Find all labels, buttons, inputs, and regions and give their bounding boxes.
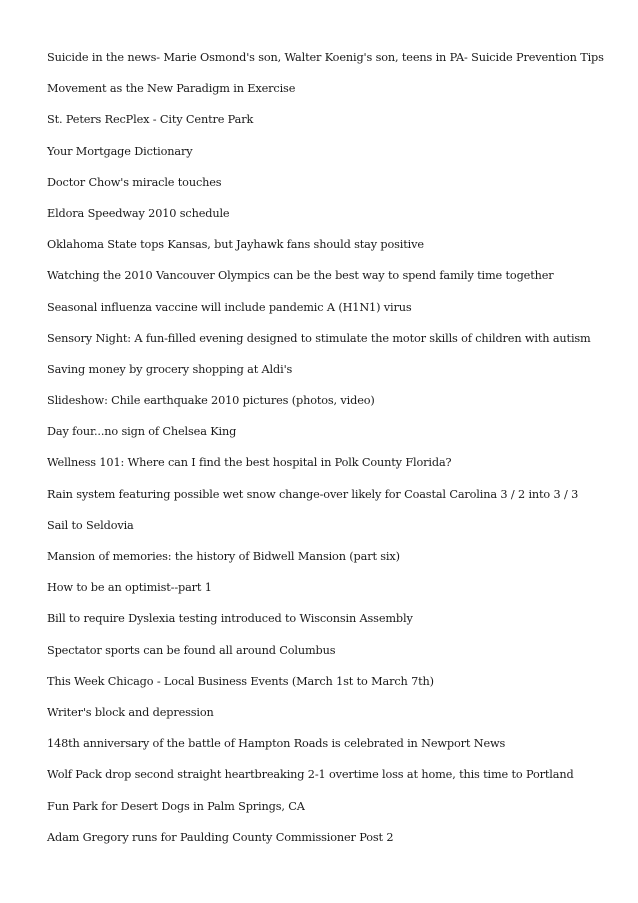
headline-item: Seasonal influenza vaccine will include pandemic A (H1N1) virus (47, 300, 412, 314)
headline-item: Slideshow: Chile earthquake 2010 pictures (photos, video) (47, 394, 375, 408)
headline-item: 148th anniversary of the battle of Hampton Roads is celebrated in Newport News (47, 737, 506, 751)
headline-item: Wellness 101: Where can I find the best hospital in Polk County Florida? (47, 456, 452, 470)
headline-item: Day four...no sign of Chelsea King (47, 425, 237, 439)
headline-item: Fun Park for Desert Dogs in Palm Springs, CA (47, 799, 305, 813)
headline-item: Suicide in the news- Marie Osmond's son, Walter Koenig's son, teens in PA- Suicide Prevention Tips (47, 51, 604, 64)
headline-item: Rain system featuring possible wet snow change-over likely for Coastal Carolina 3 / 2 into 3 / 3 (47, 487, 579, 501)
headline-item: Your Mortgage Dictionary (47, 144, 193, 158)
headline-item: Adam Gregory runs for Paulding County Commissioner Post 2 (47, 830, 394, 844)
headline-item: This Week Chicago - Local Business Events (March 1st to March 7th) (47, 674, 434, 688)
headline-item: St. Peters RecPlex - City Centre Park (47, 113, 254, 127)
headline-item: Writer's block and depression (47, 705, 214, 719)
headline-item: Sensory Night: A fun-filled evening designed to stimulate the motor skills of children with autism (47, 331, 591, 345)
headline-item: Movement as the New Paradigm in Exercise (47, 82, 296, 96)
headline-item: Sail to Seldovia (47, 518, 134, 532)
headline-item: Saving money by grocery shopping at Aldi's (47, 362, 293, 376)
headline-item: Oklahoma State tops Kansas, but Jayhawk fans should stay positive (47, 238, 424, 252)
headline-list (47, 48, 627, 859)
headline-item: Watching the 2010 Vancouver Olympics can be the best way to spend family time together (47, 269, 554, 283)
headline-item: Mansion of memories: the history of Bidwell Mansion (part six) (47, 550, 400, 563)
headline-item: Spectator sports can be found all around Columbus (47, 643, 336, 657)
headline-item: Eldora Speedway 2010 schedule (47, 206, 230, 220)
headline-item: Wolf Pack drop second straight heartbreaking 2-1 overtime loss at home, this time to Portland (47, 768, 574, 782)
headline-item: Bill to require Dyslexia testing introduced to Wisconsin Assembly (47, 612, 413, 626)
headline-item: How to be an optimist--part 1 (47, 581, 212, 595)
headline-item: Doctor Chow's miracle touches (47, 175, 222, 189)
